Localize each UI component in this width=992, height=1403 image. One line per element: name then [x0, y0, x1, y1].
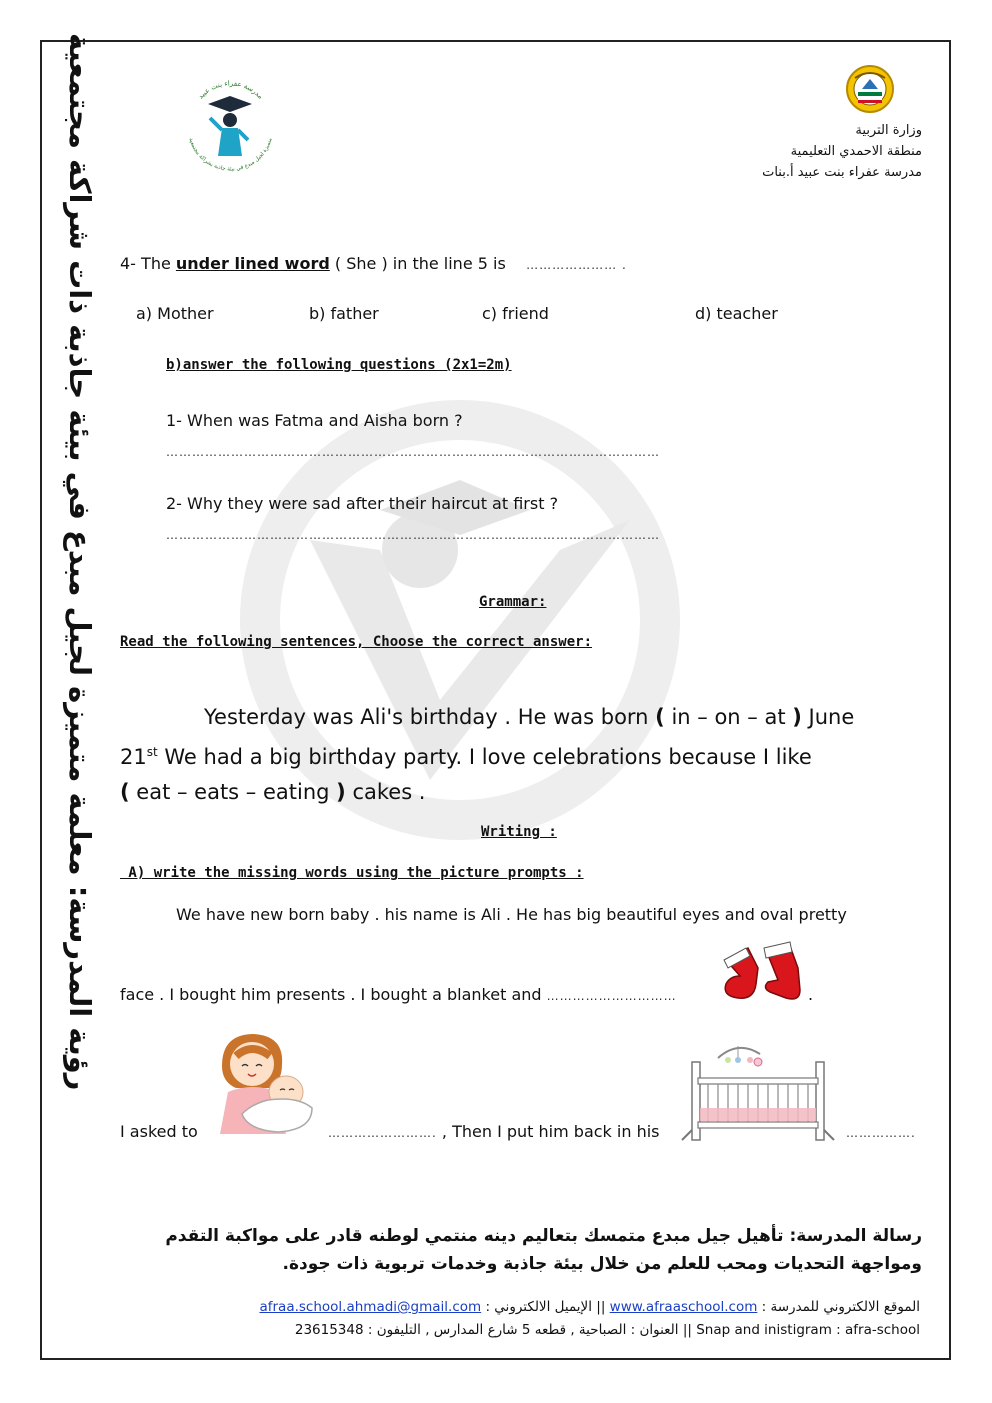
- section-b-heading: b)answer the following questions (2x1=2m): [166, 357, 512, 373]
- ministry-line-2: منطقة الاحمدي التعليمية: [790, 144, 922, 159]
- q4-prefix: 4- The: [120, 254, 176, 273]
- paren-open-1: (: [655, 705, 665, 729]
- kuwait-emblem-icon: [845, 64, 895, 114]
- q4-underlined-word: under lined word: [175, 254, 330, 273]
- writing-paragraph-2: [120, 985, 677, 1004]
- story-line-1-end: June: [801, 705, 855, 729]
- address-text: || العنوان : الصباحية , قطعه 5 شارع المدارس , التليفون : 23615348: [294, 1322, 692, 1338]
- story-line-1-text: Yesterday was Ali's birthday . He was born: [204, 705, 656, 729]
- answer-line-1[interactable]: ……………………………………………………………………………………………………: [166, 445, 660, 459]
- q4-option-c[interactable]: c) friend: [482, 304, 549, 323]
- q4-option-b[interactable]: b) father: [309, 304, 379, 323]
- date-suffix: st: [146, 745, 158, 759]
- q4-option-d[interactable]: d) teacher: [695, 304, 778, 323]
- answer-line-2[interactable]: ……………………………………………………………………………………………………: [166, 528, 660, 542]
- writing-paragraph-1: We have new born baby . his name is Ali . He has big beautiful eyes and oval pretty: [176, 905, 847, 924]
- para2-text: face . I bought him presents . I bought a blanket and: [120, 985, 542, 1004]
- para3-text: , Then I put him back in his: [441, 1122, 660, 1141]
- mother-holding-baby-icon: [208, 1026, 320, 1138]
- paren-close-2: ): [336, 780, 346, 804]
- writing-paragraph-3-end: [846, 1122, 916, 1141]
- story-line-3-end: cakes .: [345, 780, 426, 804]
- story-line-2-text: We had a big birthday party. I love celebrations because I like: [157, 745, 812, 769]
- question-4: [120, 254, 627, 273]
- email-link[interactable]: afraa.school.ahmadi@gmail.com: [259, 1299, 482, 1315]
- writing-instruction: A) write the missing words using the picture prompts :: [120, 865, 584, 881]
- website-label: الموقع الالكتروني للمدرسة :: [761, 1299, 920, 1315]
- baby-crib-icon: [678, 1032, 838, 1142]
- writing-paragraph-3-mid: [328, 1122, 660, 1141]
- email-label: || الإيميل الالكتروني :: [485, 1299, 606, 1315]
- choice-verb-form[interactable]: eat – eats – eating: [129, 780, 337, 804]
- blank-socks[interactable]: …………………………: [546, 989, 677, 1003]
- school-logo: [178, 72, 283, 177]
- footer-address-line: [295, 1322, 920, 1338]
- paren-open-2: (: [120, 780, 130, 804]
- ministry-line-1: وزارة التربية: [855, 123, 922, 138]
- para2-period: .: [808, 985, 814, 1004]
- school-logo-name: مدرسة عفراء بنت عبيد: [196, 79, 265, 101]
- school-message: رسالة المدرسة: تأهيل جيل مبدع متمسك بتعاليم دينه منتمي لوطنه قادر على مواكبة التقدم ومواجهة التحديات ومحب للعلم من خلال بيئة جاذبة وخدمات تربوية ذات جودة.: [165, 1226, 922, 1274]
- story-line-2: [120, 735, 920, 775]
- blank-action[interactable]: …………………….: [328, 1126, 437, 1140]
- ministry-line-3: مدرسة عفراء بنت عبيد أ.بنات: [762, 165, 922, 180]
- q4-option-a[interactable]: a) Mother: [136, 304, 214, 323]
- story-line-3: [120, 775, 920, 810]
- writing-paragraph-3-start: I asked to: [120, 1122, 198, 1141]
- footer-contact-line: [259, 1299, 920, 1315]
- paren-close-1: ): [792, 705, 802, 729]
- writing-title: Writing :: [481, 824, 557, 840]
- q4-blank: ………………… .: [526, 258, 627, 272]
- school-vision-sidebar: رؤية المدرسة: معلمة متميزة لجيل مبدع في بيئة جاذبة ذات شراكة مجتمعية: [63, 32, 97, 1090]
- grammar-instruction: Read the following sentences, Choose the correct answer:: [120, 634, 593, 650]
- socks-picture-icon: [718, 938, 810, 1004]
- ministry-header: [762, 120, 922, 183]
- grammar-title: Grammar:: [479, 594, 547, 610]
- question-b2: 2- Why they were sad after their haircut at first ?: [166, 494, 559, 513]
- choice-preposition[interactable]: in – on – at: [664, 705, 793, 729]
- school-logo-motto: متميزة لجيل مبدع في بيئة جاذبة بشراكة مجتمعية: [187, 137, 274, 173]
- question-b1: 1- When was Fatma and Aisha born ?: [166, 411, 463, 430]
- story-line-1: [120, 700, 920, 735]
- blank-crib[interactable]: …………….: [846, 1126, 916, 1140]
- website-link[interactable]: www.afraaschool.com: [609, 1299, 758, 1315]
- date-number: 21: [120, 745, 147, 769]
- q4-suffix: ( She ) in the line 5 is: [329, 254, 506, 273]
- grammar-story: [120, 700, 920, 810]
- social-handles: Snap and inistigram : afra-school: [696, 1322, 920, 1338]
